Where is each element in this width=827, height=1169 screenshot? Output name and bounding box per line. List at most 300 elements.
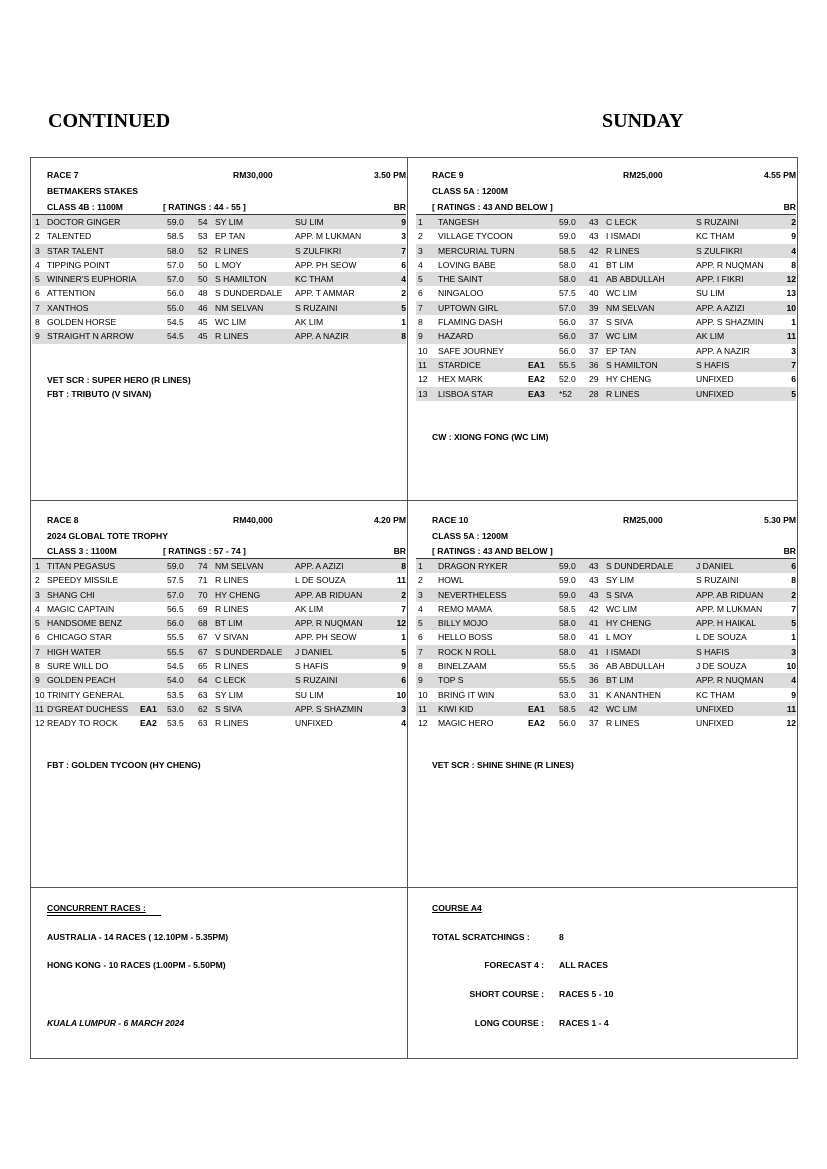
- runner-no: 2: [35, 231, 40, 242]
- runner-horse: HELLO BOSS: [438, 632, 493, 643]
- runner-wt: 54.0: [167, 675, 184, 686]
- runner-rt: 67: [198, 632, 208, 643]
- runner-trainer: L DE SOUZA: [696, 632, 747, 643]
- runner-row: [416, 372, 796, 386]
- runner-row: [416, 315, 796, 329]
- runner-jockey: S DUNDERDALE: [606, 561, 674, 571]
- race-time: 4.20 PM: [373, 515, 406, 525]
- runner-barrier: 12: [396, 618, 406, 629]
- runner-no: 6: [418, 288, 423, 299]
- runner-no: 8: [35, 661, 40, 672]
- runner-wt: 56.0: [559, 718, 576, 729]
- runner-no: 4: [418, 259, 423, 270]
- runner-no: 11: [418, 359, 427, 370]
- header-day: SUNDAY: [602, 110, 684, 132]
- runner-no: 3: [418, 589, 423, 600]
- runner-trainer: AK LIM: [696, 331, 725, 342]
- runner-row: [416, 630, 796, 644]
- runner-rt: 28: [589, 388, 599, 399]
- runner-trainer: SU LIM: [295, 689, 324, 700]
- runner-rt: 70: [198, 589, 208, 600]
- race-name: CLASS 5A : 1200M: [432, 186, 509, 196]
- runner-barrier: 13: [786, 288, 796, 299]
- runner-no: 5: [418, 274, 423, 285]
- runner-trainer: APP. H HAIKAL: [696, 618, 757, 629]
- runner-rt: 31: [589, 689, 599, 700]
- runner-horse: FLAMING DASH: [438, 317, 503, 328]
- runner-barrier: 5: [401, 302, 406, 313]
- runner-barrier: 6: [791, 374, 796, 385]
- runner-wt: 56.0: [559, 331, 576, 342]
- runner-row: [416, 616, 796, 630]
- runner-row: [416, 387, 796, 401]
- runner-rt: 63: [198, 718, 208, 729]
- runner-trainer: S HAFIS: [696, 359, 730, 370]
- runner-rt: 45: [198, 317, 208, 328]
- runner-no: 9: [35, 331, 40, 342]
- runner-row: [32, 559, 406, 573]
- runner-wt: 57.5: [559, 288, 576, 299]
- runner-trainer: APP. S SHAZMIN: [295, 703, 363, 714]
- runner-rt: 43: [589, 575, 599, 586]
- runner-rt: 41: [589, 618, 599, 629]
- runner-jockey: EP TAN: [606, 345, 637, 356]
- runner-no: 8: [418, 317, 423, 328]
- runner-barrier: 8: [791, 259, 796, 270]
- runner-horse: XANTHOS: [47, 302, 89, 313]
- runner-jockey: WC LIM: [606, 703, 638, 714]
- runner-barrier: 10: [786, 661, 796, 672]
- runner-rt: 43: [589, 561, 599, 571]
- runner-row: [32, 329, 406, 343]
- runner-trainer: AK LIM: [295, 317, 324, 328]
- runner-trainer: APP. R NUQMAN: [295, 618, 363, 629]
- runner-horse: TANGESH: [438, 217, 479, 227]
- runner-row: [32, 645, 406, 659]
- runner-barrier: 12: [786, 274, 796, 285]
- runner-barrier: 2: [791, 589, 796, 600]
- runner-trainer: S HAFIS: [295, 661, 329, 672]
- runner-row: [416, 702, 796, 716]
- runner-barrier: 11: [786, 331, 796, 342]
- runner-row: [416, 301, 796, 315]
- runner-rt: 42: [589, 703, 599, 714]
- runner-row: [416, 244, 796, 258]
- race-time: 4.55 PM: [763, 170, 796, 180]
- forecast-label: FORECAST 4 :: [484, 960, 544, 970]
- runner-barrier: 7: [791, 603, 796, 614]
- runner-row: [416, 229, 796, 243]
- runner-trainer: L DE SOUZA: [295, 575, 346, 586]
- runner-no: 11: [35, 703, 44, 714]
- place-date: KUALA LUMPUR - 6 MARCH 2024: [47, 1018, 185, 1028]
- runner-horse: TITAN PEGASUS: [47, 561, 116, 571]
- runner-no: 5: [35, 618, 40, 629]
- runner-wt: 56.0: [167, 618, 184, 629]
- runner-trainer: APP. R NUQMAN: [696, 259, 764, 270]
- runner-rt: 52: [198, 245, 208, 256]
- row-divider-1: [30, 500, 798, 501]
- race-title: RACE 7: [47, 170, 79, 180]
- runner-rt: 41: [589, 274, 599, 285]
- runner-barrier: 2: [791, 217, 796, 227]
- runner-horse: GOLDEN HORSE: [47, 317, 117, 328]
- concurrent-races-heading: CONCURRENT RACES :: [47, 903, 146, 913]
- runner-rt: 74: [198, 561, 208, 571]
- race-title: RACE 8: [47, 515, 79, 525]
- runner-jockey: SY LIM: [215, 217, 244, 227]
- runner-trainer: APP. AB RIDUAN: [696, 589, 764, 600]
- note-fbt: FBT : TRIBUTO (V SIVAN): [47, 389, 152, 399]
- runner-barrier: 11: [396, 575, 406, 586]
- runner-trainer: KC THAM: [696, 231, 735, 242]
- note-vet-scratch: VET SCR : SUPER HERO (R LINES): [47, 375, 191, 385]
- runner-jockey: C LECK: [215, 675, 247, 686]
- runner-barrier: 3: [401, 231, 406, 242]
- runner-wt: 59.0: [559, 589, 576, 600]
- runner-row: [416, 673, 796, 687]
- row-divider-2: [30, 887, 798, 888]
- runner-row: [416, 215, 796, 229]
- runner-jockey: C LECK: [606, 217, 638, 227]
- runner-horse: THE SAINT: [438, 274, 483, 285]
- runner-jockey: SY LIM: [606, 575, 635, 586]
- runner-barrier: 3: [401, 703, 406, 714]
- runner-rt: 41: [589, 632, 599, 643]
- runner-row: [416, 329, 796, 343]
- runner-list: [416, 559, 796, 731]
- runner-no: 5: [35, 274, 40, 285]
- runner-no: 2: [418, 575, 423, 586]
- runner-wt: 54.5: [167, 661, 184, 672]
- runner-trainer: APP. PH SEOW: [295, 259, 357, 270]
- runner-no: 9: [418, 675, 423, 686]
- race-class: CLASS 4B : 1100M: [47, 202, 123, 212]
- runner-rt: 36: [589, 359, 599, 370]
- runner-jockey: BT LIM: [606, 675, 634, 686]
- runner-barrier: 9: [791, 231, 796, 242]
- runner-ea: EA3: [528, 388, 545, 399]
- runner-horse: HOWL: [438, 575, 464, 586]
- runner-horse: LOVING BABE: [438, 259, 496, 270]
- runner-trainer: SU LIM: [696, 288, 725, 299]
- runner-rt: 40: [589, 288, 599, 299]
- runner-trainer: UNFIXED: [696, 718, 734, 729]
- runner-row: [416, 272, 796, 286]
- runner-rt: 43: [589, 231, 599, 242]
- runner-no: 9: [35, 675, 40, 686]
- runner-jockey: R LINES: [215, 331, 249, 342]
- runner-row: [416, 602, 796, 616]
- total-scratchings-value: 8: [559, 932, 564, 942]
- runner-row: [416, 559, 796, 573]
- runner-trainer: APP. M LUKMAN: [696, 603, 763, 614]
- runner-wt: 58.0: [559, 632, 576, 643]
- runner-no: 11: [418, 703, 427, 714]
- runner-rt: 39: [589, 302, 599, 313]
- runner-row: [32, 272, 406, 286]
- runner-row: [32, 602, 406, 616]
- runner-barrier: 2: [401, 288, 406, 299]
- runner-jockey: S SIVA: [215, 703, 243, 714]
- runner-barrier: 6: [401, 259, 406, 270]
- runner-horse: GOLDEN PEACH: [47, 675, 116, 686]
- runner-no: 12: [35, 718, 45, 729]
- runner-jockey: BT LIM: [215, 618, 243, 629]
- heading-underline: [47, 915, 161, 916]
- runner-no: 9: [418, 331, 423, 342]
- runner-trainer: APP. I FIKRI: [696, 274, 744, 285]
- runner-wt: 58.5: [167, 231, 184, 242]
- runner-no: 3: [35, 245, 40, 256]
- runner-horse: KIWI KID: [438, 703, 474, 714]
- runner-no: 4: [418, 603, 423, 614]
- runner-no: 10: [35, 689, 45, 700]
- runner-rt: 41: [589, 646, 599, 657]
- br-header: BR: [393, 202, 406, 212]
- runner-barrier: 1: [401, 632, 406, 643]
- runner-trainer: UNFIXED: [696, 374, 734, 385]
- race-class: [ RATINGS : 43 AND BELOW ]: [432, 546, 553, 556]
- runner-no: 4: [35, 603, 40, 614]
- runner-jockey: R LINES: [215, 575, 249, 586]
- runner-wt: 55.5: [559, 675, 576, 686]
- runner-jockey: EP TAN: [215, 231, 246, 242]
- runner-horse: BINELZAAM: [438, 661, 487, 672]
- runner-wt: 55.5: [559, 359, 576, 370]
- runner-rt: 43: [589, 589, 599, 600]
- runner-wt: 57.0: [167, 589, 184, 600]
- runner-no: 7: [35, 646, 40, 657]
- runner-row: [416, 286, 796, 300]
- runner-trainer: J DE SOUZA: [696, 661, 747, 672]
- runner-jockey: S HAMILTON: [215, 274, 267, 285]
- runner-wt: 58.0: [167, 245, 184, 256]
- runner-barrier: 7: [791, 359, 796, 370]
- runner-list: [32, 559, 406, 731]
- runner-wt: 58.5: [559, 603, 576, 614]
- runner-trainer: APP. A AZIZI: [295, 561, 344, 571]
- runner-trainer: APP. M LUKMAN: [295, 231, 362, 242]
- runner-no: 8: [418, 661, 423, 672]
- runner-row: [32, 616, 406, 630]
- runner-jockey: L MOY: [215, 259, 242, 270]
- course-heading: COURSE A4: [432, 903, 482, 913]
- runner-wt: 59.0: [559, 231, 576, 242]
- runner-jockey: NM SELVAN: [215, 561, 264, 571]
- runner-wt: 55.5: [167, 646, 184, 657]
- runner-row: [32, 588, 406, 602]
- runner-barrier: 11: [786, 703, 796, 714]
- runner-wt: 58.0: [559, 274, 576, 285]
- runner-row: [32, 286, 406, 300]
- runner-jockey: I ISMADI: [606, 231, 641, 242]
- runner-trainer: APP. AB RIDUAN: [295, 589, 363, 600]
- runner-ea: EA1: [528, 703, 545, 714]
- runner-rt: 42: [589, 245, 599, 256]
- runner-horse: BRING IT WIN: [438, 689, 495, 700]
- runner-no: 6: [35, 288, 40, 299]
- runner-jockey: S HAMILTON: [606, 359, 658, 370]
- runner-row: [416, 688, 796, 702]
- race-prize: RM30,000: [233, 170, 273, 180]
- runner-horse: REMO MAMA: [438, 603, 492, 614]
- runner-rt: 69: [198, 603, 208, 614]
- runner-row: [416, 716, 796, 730]
- runner-row: [416, 573, 796, 587]
- runner-no: 4: [35, 259, 40, 270]
- runner-horse: HANDSOME BENZ: [47, 618, 122, 629]
- runner-trainer: S RUZAINI: [696, 575, 739, 586]
- runner-barrier: 5: [791, 388, 796, 399]
- race-prize: RM40,000: [233, 515, 273, 525]
- runner-trainer: S RUZAINI: [295, 302, 338, 313]
- race-prize: RM25,000: [623, 170, 663, 180]
- runner-trainer: J DANIEL: [696, 561, 734, 571]
- runner-horse: TRINITY GENERAL: [47, 689, 124, 700]
- runner-trainer: APP. S SHAZMIN: [696, 317, 764, 328]
- note-vet-scratch: VET SCR : SHINE SHINE (R LINES): [432, 760, 574, 770]
- runner-horse: STAR TALENT: [47, 245, 104, 256]
- runner-horse: DOCTOR GINGER: [47, 217, 121, 227]
- race-name: CLASS 5A : 1200M: [432, 531, 509, 541]
- runner-wt: 53.5: [167, 689, 184, 700]
- runner-horse: CHICAGO STAR: [47, 632, 112, 643]
- runner-horse: BILLY MOJO: [438, 618, 488, 629]
- runner-rt: 67: [198, 646, 208, 657]
- runner-barrier: 3: [791, 345, 796, 356]
- runner-barrier: 3: [791, 646, 796, 657]
- runner-horse: MAGIC CAPTAIN: [47, 603, 115, 614]
- runner-ea: EA1: [528, 359, 545, 370]
- runner-row: [416, 588, 796, 602]
- runner-no: 1: [35, 217, 40, 227]
- runner-jockey: L MOY: [606, 632, 633, 643]
- runner-rt: 48: [198, 288, 208, 299]
- br-header: BR: [783, 546, 796, 556]
- runner-barrier: 8: [401, 561, 406, 571]
- runner-no: 13: [418, 388, 428, 399]
- runner-rt: 50: [198, 274, 208, 285]
- runner-rt: 37: [589, 331, 599, 342]
- header-continued: CONTINUED: [48, 110, 171, 132]
- runner-horse: HEX MARK: [438, 374, 483, 385]
- runner-wt: 57.0: [167, 274, 184, 285]
- runner-rt: 65: [198, 661, 208, 672]
- runner-row: [32, 659, 406, 673]
- runner-row: [416, 358, 796, 372]
- runner-trainer: S RUZAINI: [295, 675, 338, 686]
- runner-horse: NEVERTHELESS: [438, 589, 507, 600]
- runner-jockey: R LINES: [606, 388, 640, 399]
- runner-horse: MERCURIAL TURN: [438, 245, 515, 256]
- runner-trainer: APP. PH SEOW: [295, 632, 357, 643]
- runner-rt: 36: [589, 661, 599, 672]
- runner-rt: 68: [198, 618, 208, 629]
- runner-wt: 59.0: [167, 561, 184, 571]
- note-fbt: FBT : GOLDEN TYCOON (HY CHENG): [47, 760, 201, 770]
- runner-horse: TIPPING POINT: [47, 259, 111, 270]
- runner-jockey: K ANANTHEN: [606, 689, 661, 700]
- runner-ea: EA2: [528, 374, 545, 385]
- runner-wt: 59.0: [559, 217, 576, 227]
- runner-trainer: SU LIM: [295, 217, 324, 227]
- runner-trainer: APP. A NAZIR: [696, 345, 750, 356]
- runner-barrier: 12: [786, 718, 796, 729]
- runner-rt: 46: [198, 302, 208, 313]
- runner-jockey: R LINES: [215, 245, 249, 256]
- runner-barrier: 10: [396, 689, 406, 700]
- runner-list: [416, 215, 796, 401]
- runner-barrier: 1: [791, 632, 796, 643]
- runner-row: [32, 630, 406, 644]
- runner-wt: 53.0: [559, 689, 576, 700]
- runner-wt: 58.0: [559, 259, 576, 270]
- runner-jockey: NM SELVAN: [606, 302, 655, 313]
- runner-trainer: S RUZAINI: [696, 217, 739, 227]
- runner-jockey: S SIVA: [606, 317, 634, 328]
- runner-no: 7: [35, 302, 40, 313]
- runner-horse: LISBOA STAR: [438, 388, 494, 399]
- runner-barrier: 9: [401, 217, 406, 227]
- runner-wt: 56.0: [167, 288, 184, 299]
- runner-ea: EA2: [528, 718, 545, 729]
- runner-row: [416, 344, 796, 358]
- total-scratchings-label: TOTAL SCRATCHINGS :: [432, 932, 530, 942]
- runner-wt: 59.0: [559, 561, 576, 571]
- runner-horse: D'GREAT DUCHESS: [47, 703, 129, 714]
- runner-row: [416, 645, 796, 659]
- runner-horse: VILLAGE TYCOON: [438, 231, 513, 242]
- runner-no: 6: [35, 632, 40, 643]
- race-title: RACE 9: [432, 170, 464, 180]
- runner-wt: *52: [559, 388, 572, 399]
- runner-jockey: WC LIM: [606, 331, 638, 342]
- runner-jockey: HY CHENG: [606, 374, 652, 385]
- race-name: 2024 GLOBAL TOTE TROPHY: [47, 531, 168, 541]
- runner-trainer: APP. T AMMAR: [295, 288, 355, 299]
- runner-barrier: 9: [791, 689, 796, 700]
- runner-horse: SURE WILL DO: [47, 661, 109, 672]
- runner-trainer: J DANIEL: [295, 646, 333, 657]
- runner-rt: 45: [198, 331, 208, 342]
- runner-wt: 55.0: [167, 302, 184, 313]
- runner-jockey: BT LIM: [606, 259, 634, 270]
- runner-horse: STARDICE: [438, 359, 481, 370]
- runner-horse: READY TO ROCK: [47, 718, 118, 729]
- race-time: 3.50 PM: [373, 170, 406, 180]
- runner-rt: 42: [589, 603, 599, 614]
- runner-no: 10: [418, 345, 428, 356]
- runner-horse: HIGH WATER: [47, 646, 101, 657]
- runner-rt: 54: [198, 217, 208, 227]
- runner-horse: ATTENTION: [47, 288, 96, 299]
- runner-trainer: APP. A NAZIR: [295, 331, 349, 342]
- runner-barrier: 1: [791, 317, 796, 328]
- runner-row: [32, 673, 406, 687]
- race-time: 5.30 PM: [763, 515, 796, 525]
- race-ratings: [ RATINGS : 44 - 55 ]: [163, 202, 246, 212]
- runner-row: [32, 315, 406, 329]
- runner-jockey: R LINES: [215, 661, 249, 672]
- long-course-value: RACES 1 - 4: [559, 1018, 609, 1028]
- runner-wt: 55.5: [167, 632, 184, 643]
- runner-no: 6: [418, 632, 423, 643]
- runner-barrier: 5: [791, 618, 796, 629]
- runner-wt: 56.0: [559, 317, 576, 328]
- runner-wt: 56.0: [559, 345, 576, 356]
- runner-rt: 37: [589, 718, 599, 729]
